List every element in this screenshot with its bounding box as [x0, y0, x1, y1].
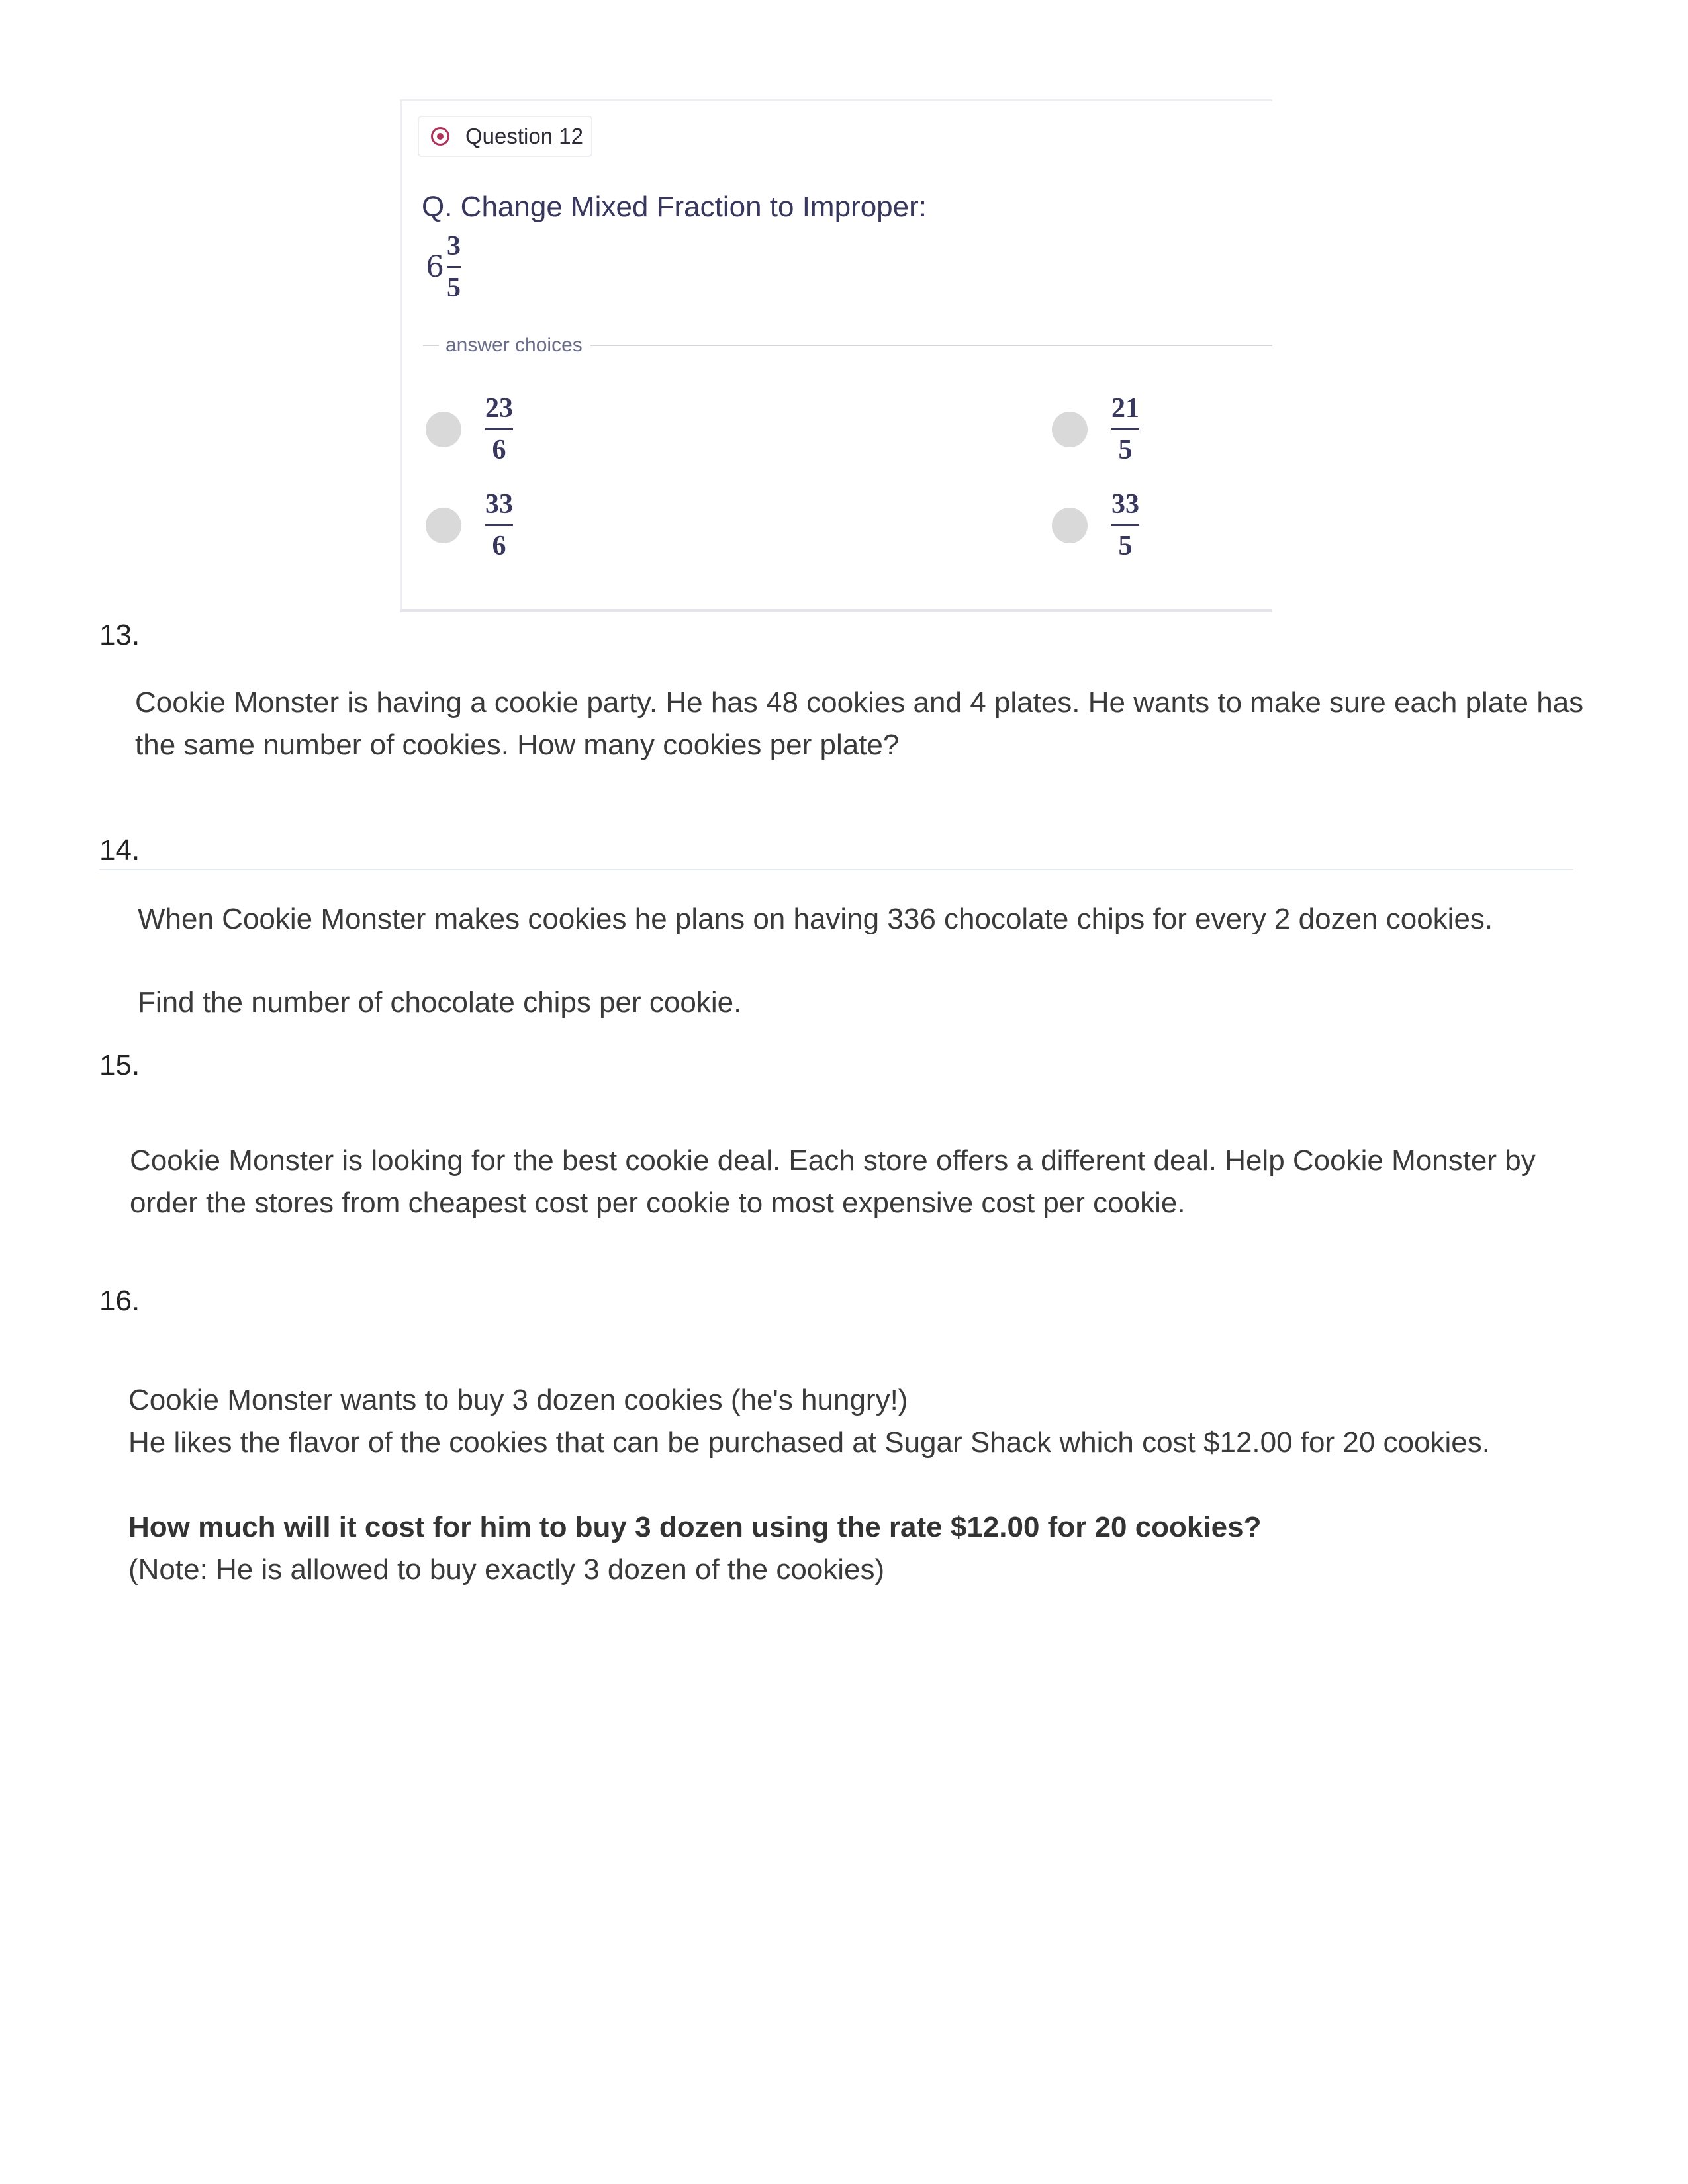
choice-fraction [1111, 488, 1139, 562]
whole-number: 6 [426, 250, 444, 284]
numerator: 21 [1111, 393, 1139, 424]
denominator: 5 [1118, 531, 1133, 561]
radio-button[interactable] [1052, 508, 1088, 543]
text-line: the same number of cookies. How many cookies per plate? [135, 729, 900, 761]
fraction-bar [485, 428, 513, 430]
text-line: order the stores from cheapest cost per cookie to most expensive cost per cookie. [130, 1187, 1186, 1219]
mixed-fraction [426, 230, 461, 304]
answer-choice-1[interactable] [426, 392, 513, 466]
choice-fraction [485, 392, 513, 466]
question-12-card [400, 99, 1272, 612]
radio-button[interactable] [426, 508, 461, 543]
question-prompt: Q. Change Mixed Fraction to Improper: [422, 191, 927, 223]
divider-line [423, 345, 439, 346]
question-16-text [128, 1379, 1490, 1591]
numerator: 23 [485, 393, 513, 424]
denominator: 6 [492, 531, 506, 561]
answer-choices-divider [423, 334, 1272, 357]
question-number: 16. [99, 1285, 140, 1317]
numerator: 33 [485, 489, 513, 520]
question-badge [418, 116, 592, 157]
text-line: He likes the flavor of the cookies that can be purchased at Sugar Shack which cost $12.00 for 20 cookies. [128, 1426, 1490, 1459]
answer-choice-3[interactable] [426, 488, 513, 562]
text-line: Cookie Monster is looking for the best cookie deal. Each store offers a different deal. Help Cookie Monster by [130, 1144, 1536, 1177]
answer-choice-2[interactable] [1052, 392, 1139, 466]
question-badge-label: Question 12 [465, 124, 583, 148]
radio-button[interactable] [1052, 412, 1088, 447]
bold-question-line: How much will it cost for him to buy 3 dozen using the rate $12.00 for 20 cookies? [128, 1511, 1262, 1543]
choice-fraction [1111, 392, 1139, 466]
target-icon [431, 127, 449, 146]
question-number: 13. [99, 619, 140, 651]
denominator: 5 [447, 273, 461, 303]
text-line: Cookie Monster wants to buy 3 dozen cookies (he's hungry!) [128, 1384, 908, 1416]
question-13-text [135, 682, 1583, 766]
divider-line [590, 345, 1272, 346]
radio-button[interactable] [426, 412, 461, 447]
answer-choices-label: answer choices [445, 334, 583, 356]
fraction-bar [485, 524, 513, 526]
text-line: When Cookie Monster makes cookies he plans on having 336 chocolate chips for every 2 dozen cookies. [138, 903, 1493, 935]
text-line: (Note: He is allowed to buy exactly 3 dozen of the cookies) [128, 1553, 885, 1586]
fraction-bar [447, 266, 461, 268]
answer-choice-4[interactable] [1052, 488, 1139, 562]
numerator: 33 [1111, 489, 1139, 520]
denominator: 5 [1118, 435, 1133, 465]
denominator: 6 [492, 435, 506, 465]
choice-fraction [485, 488, 513, 562]
text-line: Find the number of chocolate chips per cookie. [138, 986, 742, 1019]
question-number: 14. [99, 834, 140, 866]
fraction-part [447, 230, 461, 304]
numerator: 3 [447, 231, 461, 261]
divider [99, 869, 1573, 870]
question-14-text [138, 898, 1493, 1024]
text-line: Cookie Monster is having a cookie party. He has 48 cookies and 4 plates. He wants to make sure each plate has [135, 686, 1584, 719]
question-15-text [130, 1140, 1536, 1224]
fraction-bar [1111, 524, 1139, 526]
fraction-bar [1111, 428, 1139, 430]
question-number: 15. [99, 1049, 140, 1081]
